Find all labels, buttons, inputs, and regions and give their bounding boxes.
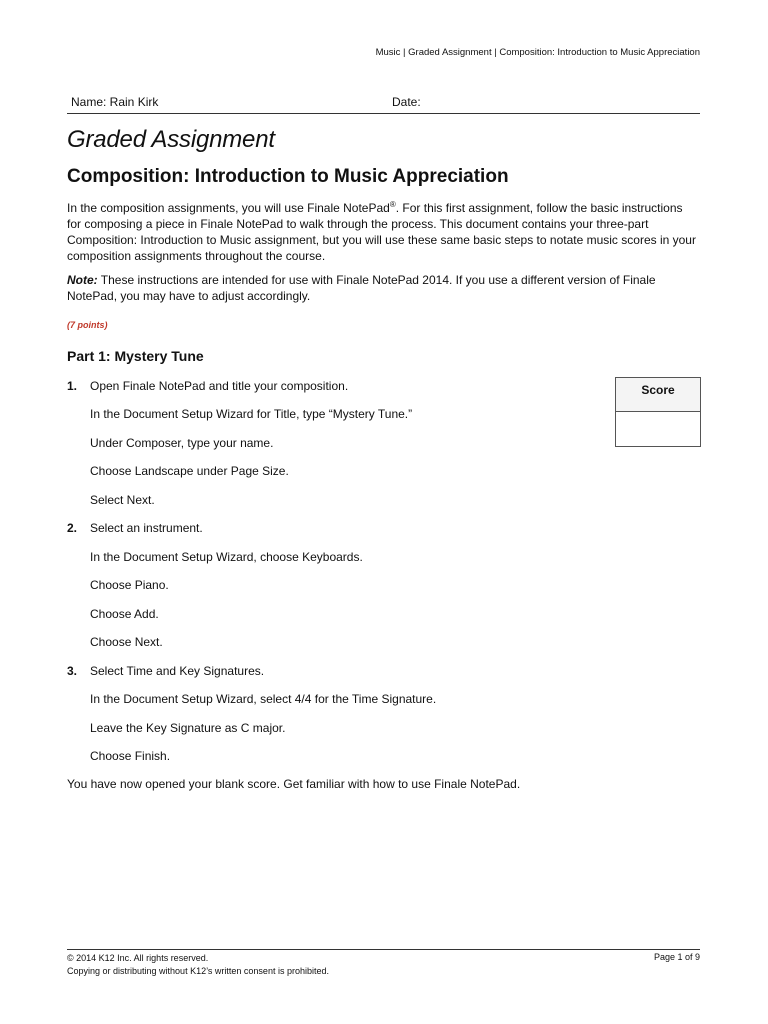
score-box <box>615 377 701 447</box>
step-text: Select an instrument. <box>90 521 203 535</box>
step-text: Select Time and Key Signatures. <box>90 664 265 678</box>
substep-text: Choose Piano. <box>90 578 169 592</box>
name-date-row <box>67 95 700 114</box>
footer-divider <box>67 949 700 950</box>
substep-text: In the Document Setup Wizard, select 4/4 for the Time Signature. <box>90 692 437 706</box>
substep-text: Leave the Key Signature as C major. <box>90 721 286 735</box>
substep-text: Under Composer, type your name. <box>90 436 274 450</box>
points-label: (7 points) <box>67 320 108 330</box>
substep-text: Choose Add. <box>90 607 159 621</box>
step-number: 1. <box>67 379 78 393</box>
closing-paragraph: You have now opened your blank score. Get familiar with how to use Finale NotePad. <box>67 777 521 791</box>
score-label: Score <box>616 378 700 412</box>
substep-text: Choose Next. <box>90 635 163 649</box>
document-title: Composition: Introduction to Music Appreciation <box>67 166 509 187</box>
running-header: Music | Graded Assignment | Composition: Introduction to Music Appreciation <box>375 47 700 58</box>
date-field: Date: <box>392 95 421 109</box>
substep-text: In the Document Setup Wizard, choose Keyboards. <box>90 550 363 564</box>
note-paragraph: Note: These instructions are intended for use with Finale NotePad 2014. If you use a different version of Finale NotePad, you may have to adjust accordingly. <box>67 273 656 303</box>
note-label: Note: <box>67 273 98 287</box>
part-1-heading: Part 1: Mystery Tune <box>67 348 204 364</box>
step-number: 2. <box>67 521 78 535</box>
footer-legal <box>67 952 329 978</box>
copyright-text: © 2014 K12 Inc. All rights reserved. <box>67 953 209 963</box>
step-text: Open Finale NotePad and title your composition. <box>90 379 349 393</box>
substep-text: Choose Landscape under Page Size. <box>90 464 289 478</box>
student-name: Name: Rain Kirk <box>71 95 159 109</box>
substep-text: In the Document Setup Wizard for Title, type “Mystery Tune.” <box>90 407 413 421</box>
substep-text: Choose Finish. <box>90 749 171 763</box>
document-type-heading: Graded Assignment <box>67 126 275 153</box>
intro-paragraph: In the composition assignments, you will use Finale NotePad®. For this first assignment, follow the basic instructions for composing a piece in Finale NotePad to walk through the process. This document contains your three-part Composition: Introduction to Music assignment, but you will use these same basic steps to notate music scores in your composition assignments throughout the course. <box>67 200 696 263</box>
step-number: 3. <box>67 664 78 678</box>
page-number: Page 1 of 9 <box>653 952 700 962</box>
distribution-notice: Copying or distributing without K12’s written consent is prohibited. <box>67 966 329 976</box>
substep-text: Select Next. <box>90 493 155 507</box>
registered-mark: ® <box>389 200 396 209</box>
